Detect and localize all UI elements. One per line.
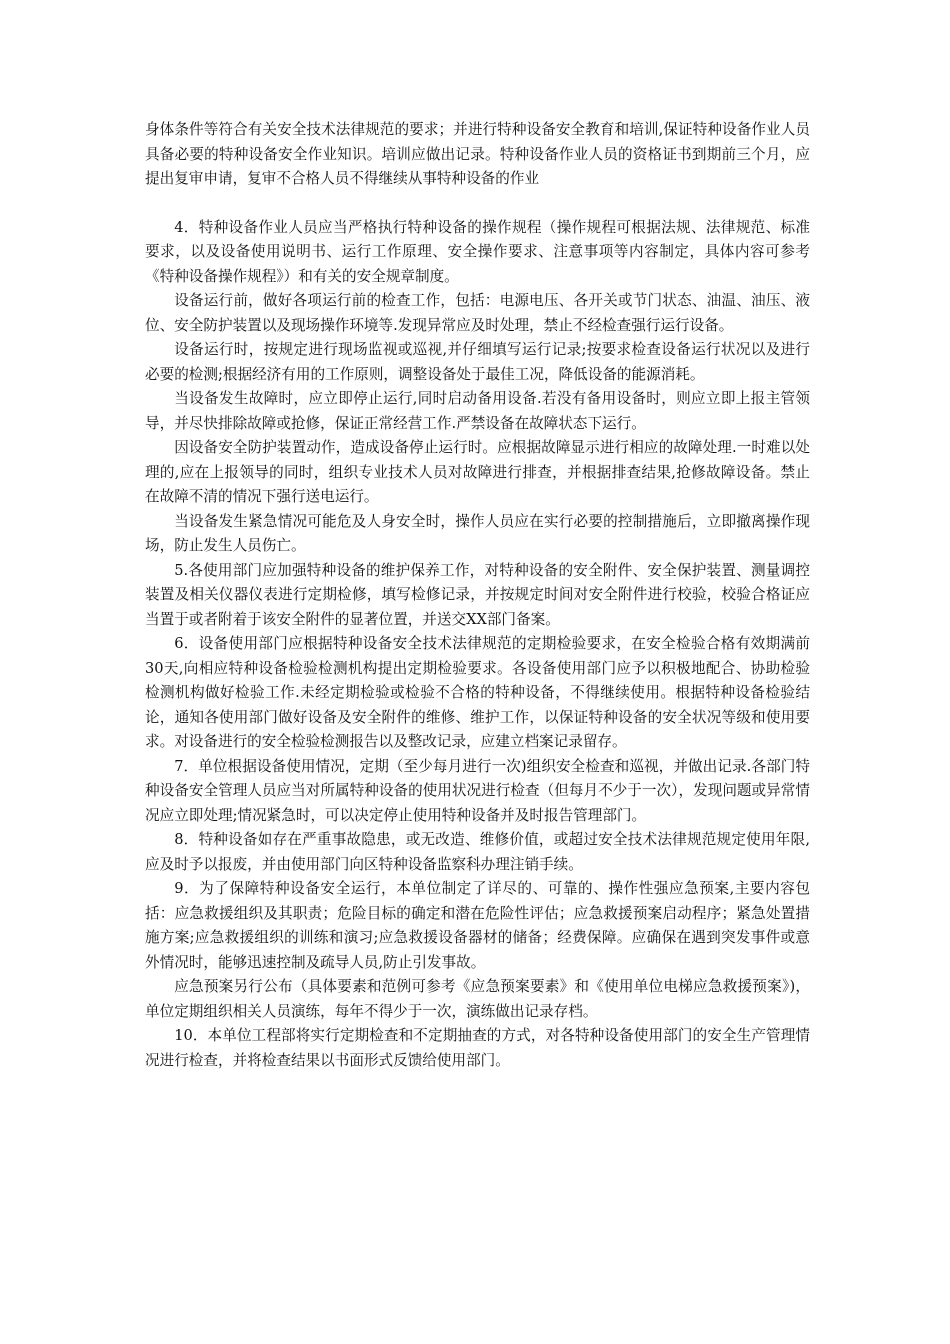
paragraph-item-9: 9．为了保障特种设备安全运行，本单位制定了详尽的、可靠的、操作性强应急预案,主要内容包括：应急救援组织及其职责；危险目标的确定和潜在危险性评估；应急救援预案启动程序；紧急处置措施方案;应急救援组织的训练和演习;应急救援设备器材的储备；经费保障。应确保在遇到突发事件或意外情况时，能够迅速控制及疏导人员,防止引发事故。	[145, 880, 810, 971]
paragraph-emergency-plan: 应急预案另行公布（具体要素和范例可参考《应急预案要素》和《使用单位电梯应急救援预案》)，单位定期组织相关人员演练，每年不得少于一次，演练做出记录存档。	[145, 978, 810, 1020]
paragraph-item-8: 8．特种设备如存在严重事故隐患，或无改造、维修价值，或超过安全技术法律规范规定使用年限,应及时予以报废，并由使用部门向区特种设备监察科办理注销手续。	[145, 831, 810, 873]
paragraph-item-5: 5.各使用部门应加强特种设备的维护保养工作，对特种设备的安全附件、安全保护装置、测量调控装置及相关仪器仪表进行定期检修，填写检修记录，并按规定时间对安全附件进行校验，校验合格证应当置于或者附着于该安全附件的显著位置，并送交XX部门备案。	[145, 561, 810, 628]
paragraph-item-4: 4．特种设备作业人员应当严格执行特种设备的操作规程（操作规程可根据法规、法律规范、标准要求，以及设备使用说明书、运行工作原理、安全操作要求、注意事项等内容制定，具体内容可参考《特种设备操作规程》）和有关的安全规章制度。	[145, 218, 810, 285]
document-body	[145, 118, 810, 1073]
paragraph-item-7: 7．单位根据设备使用情况，定期（至少每月进行一次)组织安全检查和巡视，并做出记录.各部门特种设备安全管理人员应当对所属特种设备的使用状况进行检查（但每月不少于一次），发现问题或异常情况应立即处理;情况紧急时，可以决定停止使用特种设备并及时报告管理部门。	[145, 757, 810, 824]
paragraph-item-10: 10．本单位工程部将实行定期检查和不定期抽查的方式，对各特种设备使用部门的安全生产管理情况进行检查，并将检查结果以书面形式反馈给使用部门。	[145, 1027, 810, 1069]
paragraph-before-operation: 设备运行前，做好各项运行前的检查工作，包括：电源电压、各开关或节门状态、油温、油压、液位、安全防护装置以及现场操作环境等.发现异常应及时处理，禁止不经检查强行运行设备。	[145, 292, 810, 334]
paragraph-item-6: 6．设备使用部门应根据特种设备安全技术法律规范的定期检验要求，在安全检验合格有效期满前30天,向相应特种设备检验检测机构提出定期检验要求。各设备使用部门应予以积极地配合、协助检验检测机构做好检验工作.未经定期检验或检验不合格的特种设备，不得继续使用。根据特种设备检验结论，通知各使用部门做好设备及安全附件的维修、维护工作，以保证特种设备的安全状况等级和使用要求。对设备进行的安全检验检测报告以及整改记录，应建立档案记录留存。	[145, 635, 810, 750]
paragraph-during-operation: 设备运行时，按规定进行现场监视或巡视,并仔细填写运行记录;按要求检查设备运行状况以及进行必要的检测;根据经济有用的工作原则，调整设备处于最佳工况，降低设备的能源消耗。	[145, 341, 810, 383]
paragraph-equipment-fault: 当设备发生故障时，应立即停止运行,同时启动备用设备.若没有备用设备时，则应立即上报主管领导，并尽快排除故障或抢修，保证正常经营工作.严禁设备在故障状态下运行。	[145, 390, 810, 432]
paragraph-emergency-evacuation: 当设备发生紧急情况可能危及人身安全时，操作人员应在实行必要的控制措施后，立即撤离操作现场，防止发生人员伤亡。	[145, 512, 810, 554]
paragraph-intro: 身体条件等符合有关安全技术法律规范的要求；并进行特种设备安全教育和培训,保证特种设备作业人员具备必要的特种设备安全作业知识。培训应做出记录。特种设备作业人员的资格证书到期前三个月，应提出复审申请，复审不合格人员不得继续从事特种设备的作业	[145, 121, 810, 187]
paragraph-safety-device-trip: 因设备安全防护装置动作，造成设备停止运行时。应根据故障显示进行相应的故障处理.一时难以处理的,应在上报领导的同时，组织专业技术人员对故障进行排查，并根据排查结果,抢修故障设备。禁止在故障不清的情况下强行送电运行。	[145, 439, 810, 505]
